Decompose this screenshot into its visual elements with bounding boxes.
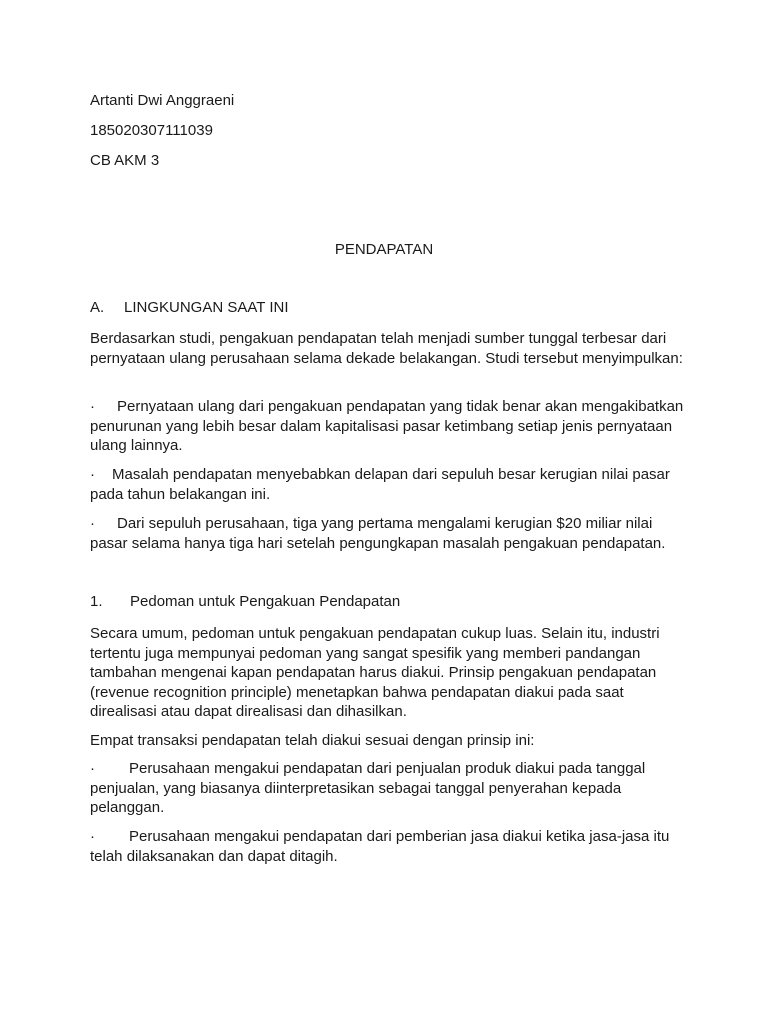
section-1-bullet-2 [90, 827, 690, 866]
section-a-bullet-1 [90, 397, 690, 456]
section-1-number: 1. [90, 593, 103, 610]
class-label: CB AKM 3 [90, 152, 160, 169]
bullet-text: Perusahaan mengakui pendapatan dari pemberian jasa diakui ketika jasa-jasa itu telah dilaksanakan dan dapat ditagih. [90, 828, 670, 865]
section-1-paragraph: Secara umum, pedoman untuk pengakuan pendapatan cukup luas. Selain itu, industri tertentu juga mempunyai pedoman yang sangat spesifik yang memberi pandangan tambahan mengenai kapan pendapatan harus diakui. Prinsip pengakuan pendapatan (revenue recognition principle) menetapkan bahwa pendapatan diakui pada saat direalisasi atau dapat direalisasi dan dihasilkan. [90, 625, 660, 720]
bullet-text: Pernyataan ulang dari pengakuan pendapatan yang tidak benar akan mengakibatkan penurunan yang lebih besar dalam kapitalisasi pasar ketimbang setiap jenis pernyataan ulang lainnya. [90, 398, 684, 454]
author-name: Artanti Dwi Anggraeni [90, 92, 235, 109]
bullet-text: Masalah pendapatan menyebabkan delapan dari sepuluh besar kerugian nilai pasar pada tahun belakangan ini. [90, 466, 670, 503]
section-a-number: A. [90, 299, 105, 316]
section-1-heading [90, 592, 400, 612]
section-a-heading [90, 298, 288, 318]
section-a-title: LINGKUNGAN SAAT INI [124, 299, 289, 316]
student-id: 185020307111039 [90, 122, 213, 139]
bullet-text: Perusahaan mengakui pendapatan dari penjualan produk diakui pada tanggal penjualan, yang biasanya diinterpretasikan sebagai tanggal penyerahan kepada pelanggan. [90, 760, 646, 816]
bullet-dot-icon: · [90, 398, 95, 415]
bullet-dot-icon: · [90, 466, 95, 483]
section-1-title: Pedoman untuk Pengakuan Pendapatan [130, 593, 401, 610]
section-1-lead: Empat transaksi pendapatan telah diakui sesuai dengan prinsip ini: [90, 732, 535, 749]
section-a-bullet-2 [90, 465, 690, 504]
bullet-dot-icon: · [90, 760, 95, 777]
section-1-bullet-1 [90, 759, 690, 818]
bullet-text: Dari sepuluh perusahaan, tiga yang pertama mengalami kerugian $20 miliar nilai pasar selama hanya tiga hari setelah pengungkapan masalah pengakuan pendapatan. [90, 515, 666, 552]
document-title: PENDAPATAN [334, 241, 434, 258]
bullet-dot-icon: · [90, 828, 95, 845]
section-a-intro: Berdasarkan studi, pengakuan pendapatan telah menjadi sumber tunggal terbesar dari pernyataan ulang perusahaan selama dekade belakangan. Studi tersebut menyimpulkan: [90, 330, 683, 367]
bullet-dot-icon: · [90, 515, 95, 532]
section-a-bullet-3 [90, 514, 690, 553]
